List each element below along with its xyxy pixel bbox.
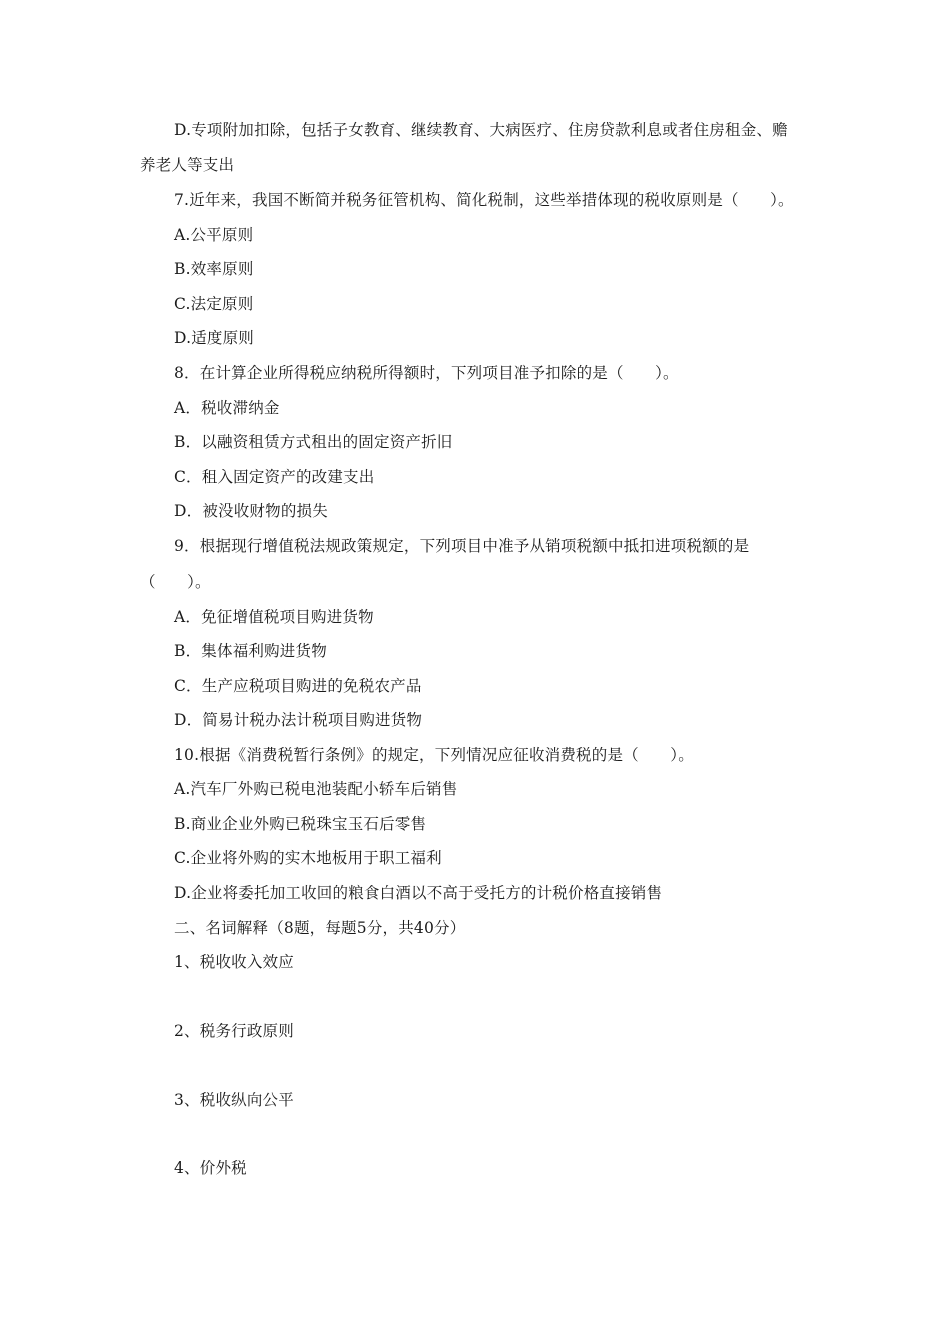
section2-heading: 二、名词解释（8题，每题5分，共40分）: [174, 919, 466, 937]
q9-stem-line1: 9．根据现行增值税法规政策规定，下列项目中准予从销项税额中抵扣进项税额的是: [174, 537, 750, 555]
q6-option-d-line2: 养老人等支出: [140, 156, 235, 174]
q9-option-a: A．免征增值税项目购进货物: [174, 608, 374, 626]
q7-option-a: A.公平原则: [174, 226, 254, 244]
q10-stem: 10.根据《消费税暂行条例》的规定，下列情况应征收消费税的是（ ）。: [174, 746, 694, 764]
q9-option-b: B．集体福利购进货物: [174, 642, 327, 660]
term-item-1: 1、税收收入效应: [174, 953, 294, 971]
q9-option-d: D．简易计税办法计税项目购进货物: [174, 711, 423, 729]
q10-option-a: A.汽车厂外购已税电池装配小轿车后销售: [174, 780, 458, 798]
term-item-3: 3、税收纵向公平: [174, 1091, 294, 1109]
q7-option-d: D.适度原则: [174, 329, 255, 347]
q7-stem: 7.近年来，我国不断简并税务征管机构、简化税制，这些举措体现的税收原则是（ ）。: [174, 191, 794, 209]
q7-option-b: B.效率原则: [174, 260, 254, 278]
term-item-2: 2、税务行政原则: [174, 1022, 294, 1040]
q8-stem: 8．在计算企业所得税应纳税所得额时，下列项目准予扣除的是（ ）。: [174, 364, 679, 382]
q10-option-d: D.企业将委托加工收回的粮食白酒以不高于受托方的计税价格直接销售: [174, 884, 663, 902]
q8-option-d: D．被没收财物的损失: [174, 502, 328, 520]
q9-stem-line2: （ ）。: [140, 573, 211, 591]
q9-option-c: C．生产应税项目购进的免税农产品: [174, 677, 422, 695]
q6-option-d-line1: D.专项附加扣除，包括子女教育、继续教育、大病医疗、住房贷款利息或者住房租金、赡: [174, 121, 788, 139]
q7-option-c: C.法定原则: [174, 295, 254, 313]
term-item-4: 4、价外税: [174, 1159, 247, 1177]
q10-option-b: B.商业企业外购已税珠宝玉石后零售: [174, 815, 427, 833]
q8-option-b: B．以融资租赁方式租出的固定资产折旧: [174, 433, 453, 451]
q10-option-c: C.企业将外购的实木地板用于职工福利: [174, 849, 442, 867]
q8-option-a: A．税收滞纳金: [174, 399, 280, 417]
q8-option-c: C．租入固定资产的改建支出: [174, 468, 375, 486]
